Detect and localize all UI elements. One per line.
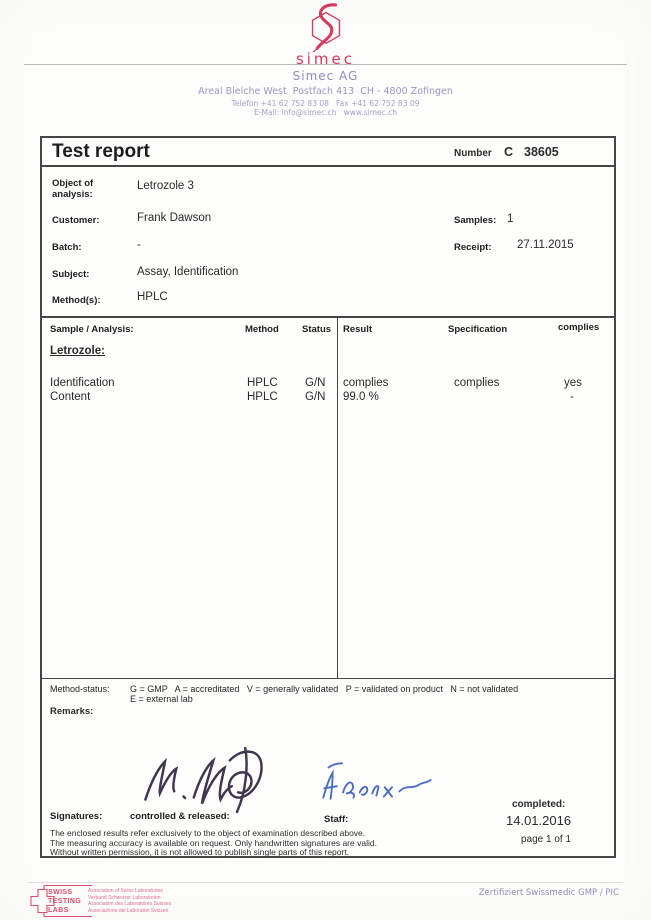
row1-specification: complies — [454, 377, 500, 389]
completed-date: 14.01.2016 — [506, 813, 572, 828]
simec-hexagon-logo-icon — [296, 2, 356, 52]
legend-divider — [42, 678, 614, 679]
report-number-label: Number — [454, 148, 492, 159]
col-header-status: Status — [302, 324, 332, 335]
disclaimer-line-2: The measuring accuracy is available on request. Only handwritten signatures are valid. — [50, 837, 377, 848]
controlled-released-signature — [137, 744, 302, 816]
company-email-web: E-Mail: info@simec.ch www.simec.ch — [254, 108, 397, 117]
method-status-legend-line1: G = GMP A = accreditated V = generally validated P = validated on product N = not validated — [130, 684, 519, 694]
report-frame — [40, 136, 616, 858]
samples-value: 1 — [507, 213, 514, 225]
disclaimer-line-3: Without written permission, it is not allowed to publish single parts of this report. — [50, 847, 350, 858]
labs-wordmark — [48, 888, 81, 915]
staff-signature — [316, 760, 441, 802]
row2-result: 99.0 % — [343, 391, 379, 403]
row1-complies: yes — [564, 377, 582, 389]
customer-label: Customer: — [52, 215, 100, 226]
labs-line-3: LABS — [48, 906, 69, 914]
subject-label: Subject: — [52, 269, 90, 280]
association-line-3: Association des Laboratoires Suisses — [88, 901, 172, 907]
row1-method: HPLC — [247, 377, 278, 389]
signatures-label: Signatures: — [50, 811, 103, 822]
header-divider — [24, 64, 627, 65]
certification-note: Zertifiziert Swissmedic GMP / PIC — [478, 888, 619, 898]
controlled-released-label: controlled & released: — [130, 811, 230, 822]
disclaimer-line-1: The enclosed results refer exclusively to the object of examination described above. — [50, 828, 366, 838]
page-count: page 1 of 1 — [521, 834, 572, 845]
methods-value: HPLC — [137, 291, 168, 303]
customer-value: Frank Dawson — [137, 212, 212, 224]
receipt-value: 27.11.2015 — [517, 239, 574, 251]
association-line-1: Association of Swiss Laboratories — [88, 888, 163, 894]
simec-wordmark: simec — [295, 50, 356, 68]
title-row — [42, 138, 614, 167]
company-address: Areal Bleiche West Postfach 413 CH - 4800 Zofingen — [198, 86, 453, 97]
footer-divider — [28, 882, 623, 883]
completed-label: completed: — [512, 799, 566, 810]
batch-value: - — [137, 239, 141, 251]
col-header-sample: Sample / Analysis: — [50, 324, 134, 335]
col-header-complies: complies — [558, 322, 600, 333]
method-status-label: Method-status: — [50, 684, 110, 694]
col-header-specification: Specification — [448, 324, 508, 335]
table-vertical-divider — [337, 318, 338, 678]
disclaimer — [50, 829, 377, 858]
col-header-result: Result — [343, 324, 373, 335]
swiss-testing-labs-logo — [30, 884, 94, 918]
row2-status: G/N — [305, 391, 326, 403]
company-logo — [0, 2, 651, 68]
row1-result: complies — [343, 377, 389, 389]
labs-line-2: TESTING — [48, 897, 82, 905]
subject-value: Assay, Identification — [137, 266, 239, 278]
association-line-4: Associazione dei Laboratori Svizzeri — [88, 907, 169, 914]
row1-analysis: Identification — [50, 377, 115, 389]
row2-analysis: Content — [50, 391, 91, 403]
row2-method: HPLC — [247, 391, 278, 403]
company-name: Simec AG — [292, 69, 359, 83]
labs-line-1: SWISS — [48, 888, 73, 896]
association-line-2: Verband Schweizer Laboratorien — [88, 894, 161, 901]
batch-label: Batch: — [52, 242, 82, 253]
col-header-method: Method — [245, 324, 279, 335]
method-status-legend-line2: E = external lab — [130, 694, 193, 704]
table-top-divider — [42, 316, 614, 318]
report-number-value: 38605 — [524, 145, 559, 159]
methods-label: Method(s): — [52, 295, 101, 306]
sample-group-title: Letrozole: — [50, 345, 105, 357]
report-number-series: C — [504, 145, 514, 159]
row2-complies: - — [570, 391, 574, 403]
samples-label: Samples: — [454, 215, 497, 226]
association-lines — [88, 888, 171, 914]
staff-label: Staff: — [324, 814, 349, 825]
row1-status: G/N — [305, 377, 326, 389]
receipt-label: Receipt: — [454, 242, 492, 253]
company-phone-fax: Telefon +41 62 752 83 08 Fax +41 62 752 83 09 — [231, 99, 420, 108]
object-of-analysis-label: Object of analysis: — [52, 178, 94, 200]
remarks-label: Remarks: — [50, 706, 94, 717]
report-title: Test report — [52, 141, 150, 162]
object-of-analysis-value: Letrozole 3 — [137, 180, 194, 192]
